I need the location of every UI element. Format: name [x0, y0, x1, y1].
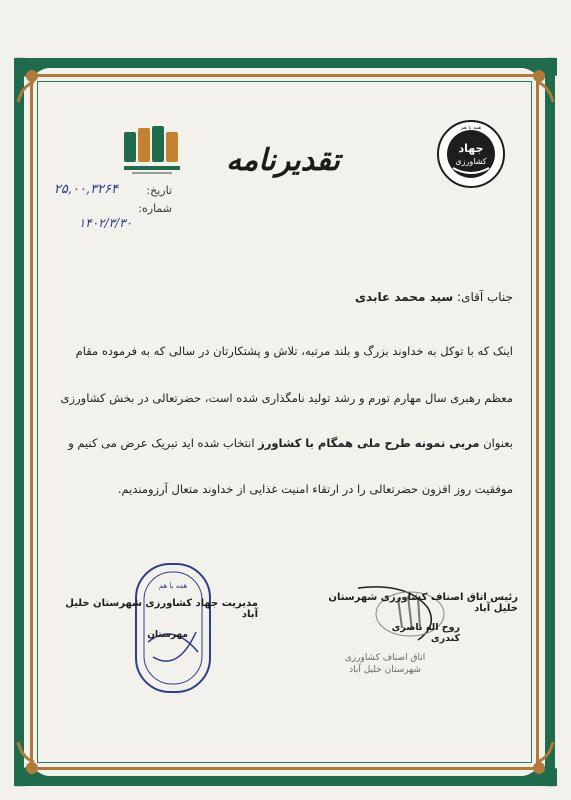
award-title: مربی نمونه طرح ملی همگام با کشاورز	[258, 436, 480, 450]
recipient-prefix: جناب آقای:	[457, 290, 513, 304]
svg-text:همه با هم: همه با هم	[158, 582, 188, 590]
corner-ornament-icon	[503, 52, 563, 112]
body-line-3	[53, 436, 513, 450]
body-line-1: اینک که با توکل به خداوند بزرگ و بلند مرتبه، تلاش و پشتکارتان در سالی که به فرموده مقام	[75, 344, 513, 358]
left-signatory-title: مدیریت جهاد کشاورزی شهرستان خلیل آباد	[65, 598, 258, 620]
number-value: ۱۴۰۲/۳/۳۰	[78, 216, 132, 230]
recipient-line	[63, 290, 513, 304]
corner-ornament-icon	[8, 732, 68, 792]
right-signatory-title: رئیس اتاق اصناف کشاورزی شهرستان خلیل آباد	[328, 592, 518, 614]
body-line-2: معظم رهبری سال مهارم تورم و رشد تولید نامگذاری شده است، حضرتعالی در بخش کشاورزی	[60, 391, 513, 405]
corner-ornament-icon	[8, 52, 68, 112]
date-value: ۲۵,۰۰,۳۲۶۴	[53, 182, 118, 197]
body-line-3-pre: بعنوان	[483, 436, 513, 450]
left-signatory-sub: مهرستان	[147, 630, 188, 640]
right-stamp-text: اتاق اصناف کشاورزی شهرستان خلیل آباد	[344, 653, 426, 675]
body-line-4: موفقیت روز افزون حضرتعالی را در ارتقاء امنیت غذایی از خداوند متعال آرزومندیم.	[117, 482, 513, 496]
guild-chamber-logo	[122, 122, 184, 178]
right-signatory-name: روح اله ناصری کندری	[391, 622, 460, 644]
body-line-3-post: انتخاب شده اید تبریک عرض می کنیم و	[68, 436, 255, 450]
corner-ornament-icon	[503, 732, 563, 792]
number-label: شماره:	[138, 202, 172, 215]
certificate-title: تقدیرنامه	[226, 143, 340, 178]
date-label: تاریخ:	[146, 184, 172, 197]
svg-text:جهاد: جهاد	[458, 142, 484, 155]
svg-text:همه با هم: همه با هم	[460, 125, 482, 131]
svg-text:کشاورزی: کشاورزی	[455, 157, 487, 166]
recipient-name: سید محمد عابدی	[355, 290, 454, 304]
jihad-agriculture-logo	[435, 118, 507, 190]
